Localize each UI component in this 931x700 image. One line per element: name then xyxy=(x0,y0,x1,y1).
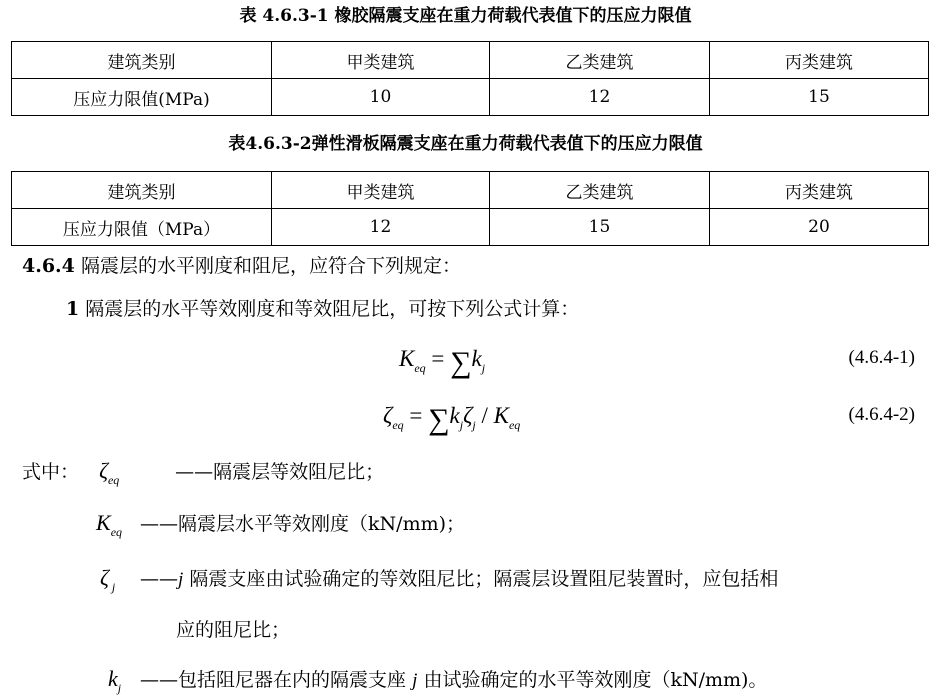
item-1 xyxy=(66,297,579,321)
table2 xyxy=(11,171,929,246)
table2-header-category: 建筑类别 xyxy=(12,172,272,209)
zeta-j-desc: 隔震支座由试验确定的等效阻尼比；隔震层设置阻尼装置时，应包括相 xyxy=(189,568,779,590)
table1-header-class-a: 甲类建筑 xyxy=(272,42,490,79)
table1-caption: 表 4.6.3-1 橡胶隔震支座在重力荷载代表值下的压应力限值 xyxy=(239,6,692,26)
table2-value-class-c: 20 xyxy=(710,209,929,246)
zeta-j-dash: —— xyxy=(140,568,179,590)
section-number: 4.6.4 xyxy=(22,255,75,277)
where-k-eq xyxy=(96,511,465,544)
zeta-eq-symbol: $\zeta_{eq}$ xyxy=(99,458,120,487)
table1-value-class-b: 12 xyxy=(490,79,710,116)
zeta-eq-desc: ——隔震层等效阻尼比； xyxy=(175,461,385,483)
table1-value-class-a: 10 xyxy=(272,79,490,116)
where-zeta-j-cont xyxy=(176,618,290,642)
table2-header-class-c: 丙类建筑 xyxy=(710,172,929,209)
table-row xyxy=(12,42,929,79)
table1-header-class-c: 丙类建筑 xyxy=(710,42,929,79)
where-zeta-eq xyxy=(22,459,384,492)
table1-value-class-c: 15 xyxy=(710,79,929,116)
table2-row-label: 压应力限值（MPa） xyxy=(12,209,272,246)
table-row xyxy=(12,79,929,116)
table2-caption: 表4.6.3-2弹性滑板隔震支座在重力荷载代表值下的压应力限值 xyxy=(228,134,703,154)
zeta-j-index: j xyxy=(178,569,184,590)
where-intro: 式中： xyxy=(22,461,80,483)
equation-1: $K_{eq} = \sum k_j$ xyxy=(399,346,486,379)
section-heading xyxy=(22,254,461,278)
where-zeta-j xyxy=(100,566,778,599)
table2-header-class-a: 甲类建筑 xyxy=(272,172,490,209)
equation-1-number: (4.6.4-1) xyxy=(848,347,915,368)
table1-header-category: 建筑类别 xyxy=(12,42,272,79)
table-row xyxy=(12,172,929,209)
table1-row-label: 压应力限值(MPa) xyxy=(12,79,272,116)
table1 xyxy=(11,41,929,116)
k-eq-symbol: $K_{eq}$ xyxy=(96,510,123,539)
equation-2-number: (4.6.4-2) xyxy=(848,404,915,425)
k-j-desc-a: ——包括阻尼器在内的隔震支座 xyxy=(140,669,407,691)
equation-2: $\zeta_{eq} = \sum k_j\zeta_j / K_{eq}$ xyxy=(383,403,521,436)
zeta-j-symbol: ζ $_j$ xyxy=(100,565,116,594)
k-j-index: j xyxy=(412,670,418,691)
where-k-j xyxy=(108,667,767,700)
k-j-desc-b: 由试验确定的水平等效刚度（kN/mm)。 xyxy=(423,669,768,691)
item-text: 隔震层的水平等效刚度和等效阻尼比，可按下列公式计算： xyxy=(85,298,580,320)
k-eq-desc: ——隔震层水平等效刚度（kN/mm)； xyxy=(140,513,466,535)
k-j-symbol: $k_j$ xyxy=(108,666,122,695)
item-number: 1 xyxy=(66,298,80,320)
table1-header-class-b: 乙类建筑 xyxy=(490,42,710,79)
table2-value-class-b: 15 xyxy=(490,209,710,246)
zeta-j-desc-cont: 应的阻尼比； xyxy=(176,619,291,641)
section-text: 隔震层的水平刚度和阻尼，应符合下列规定： xyxy=(80,255,461,277)
table2-header-class-b: 乙类建筑 xyxy=(490,172,710,209)
table-row xyxy=(12,209,929,246)
table2-value-class-a: 12 xyxy=(272,209,490,246)
